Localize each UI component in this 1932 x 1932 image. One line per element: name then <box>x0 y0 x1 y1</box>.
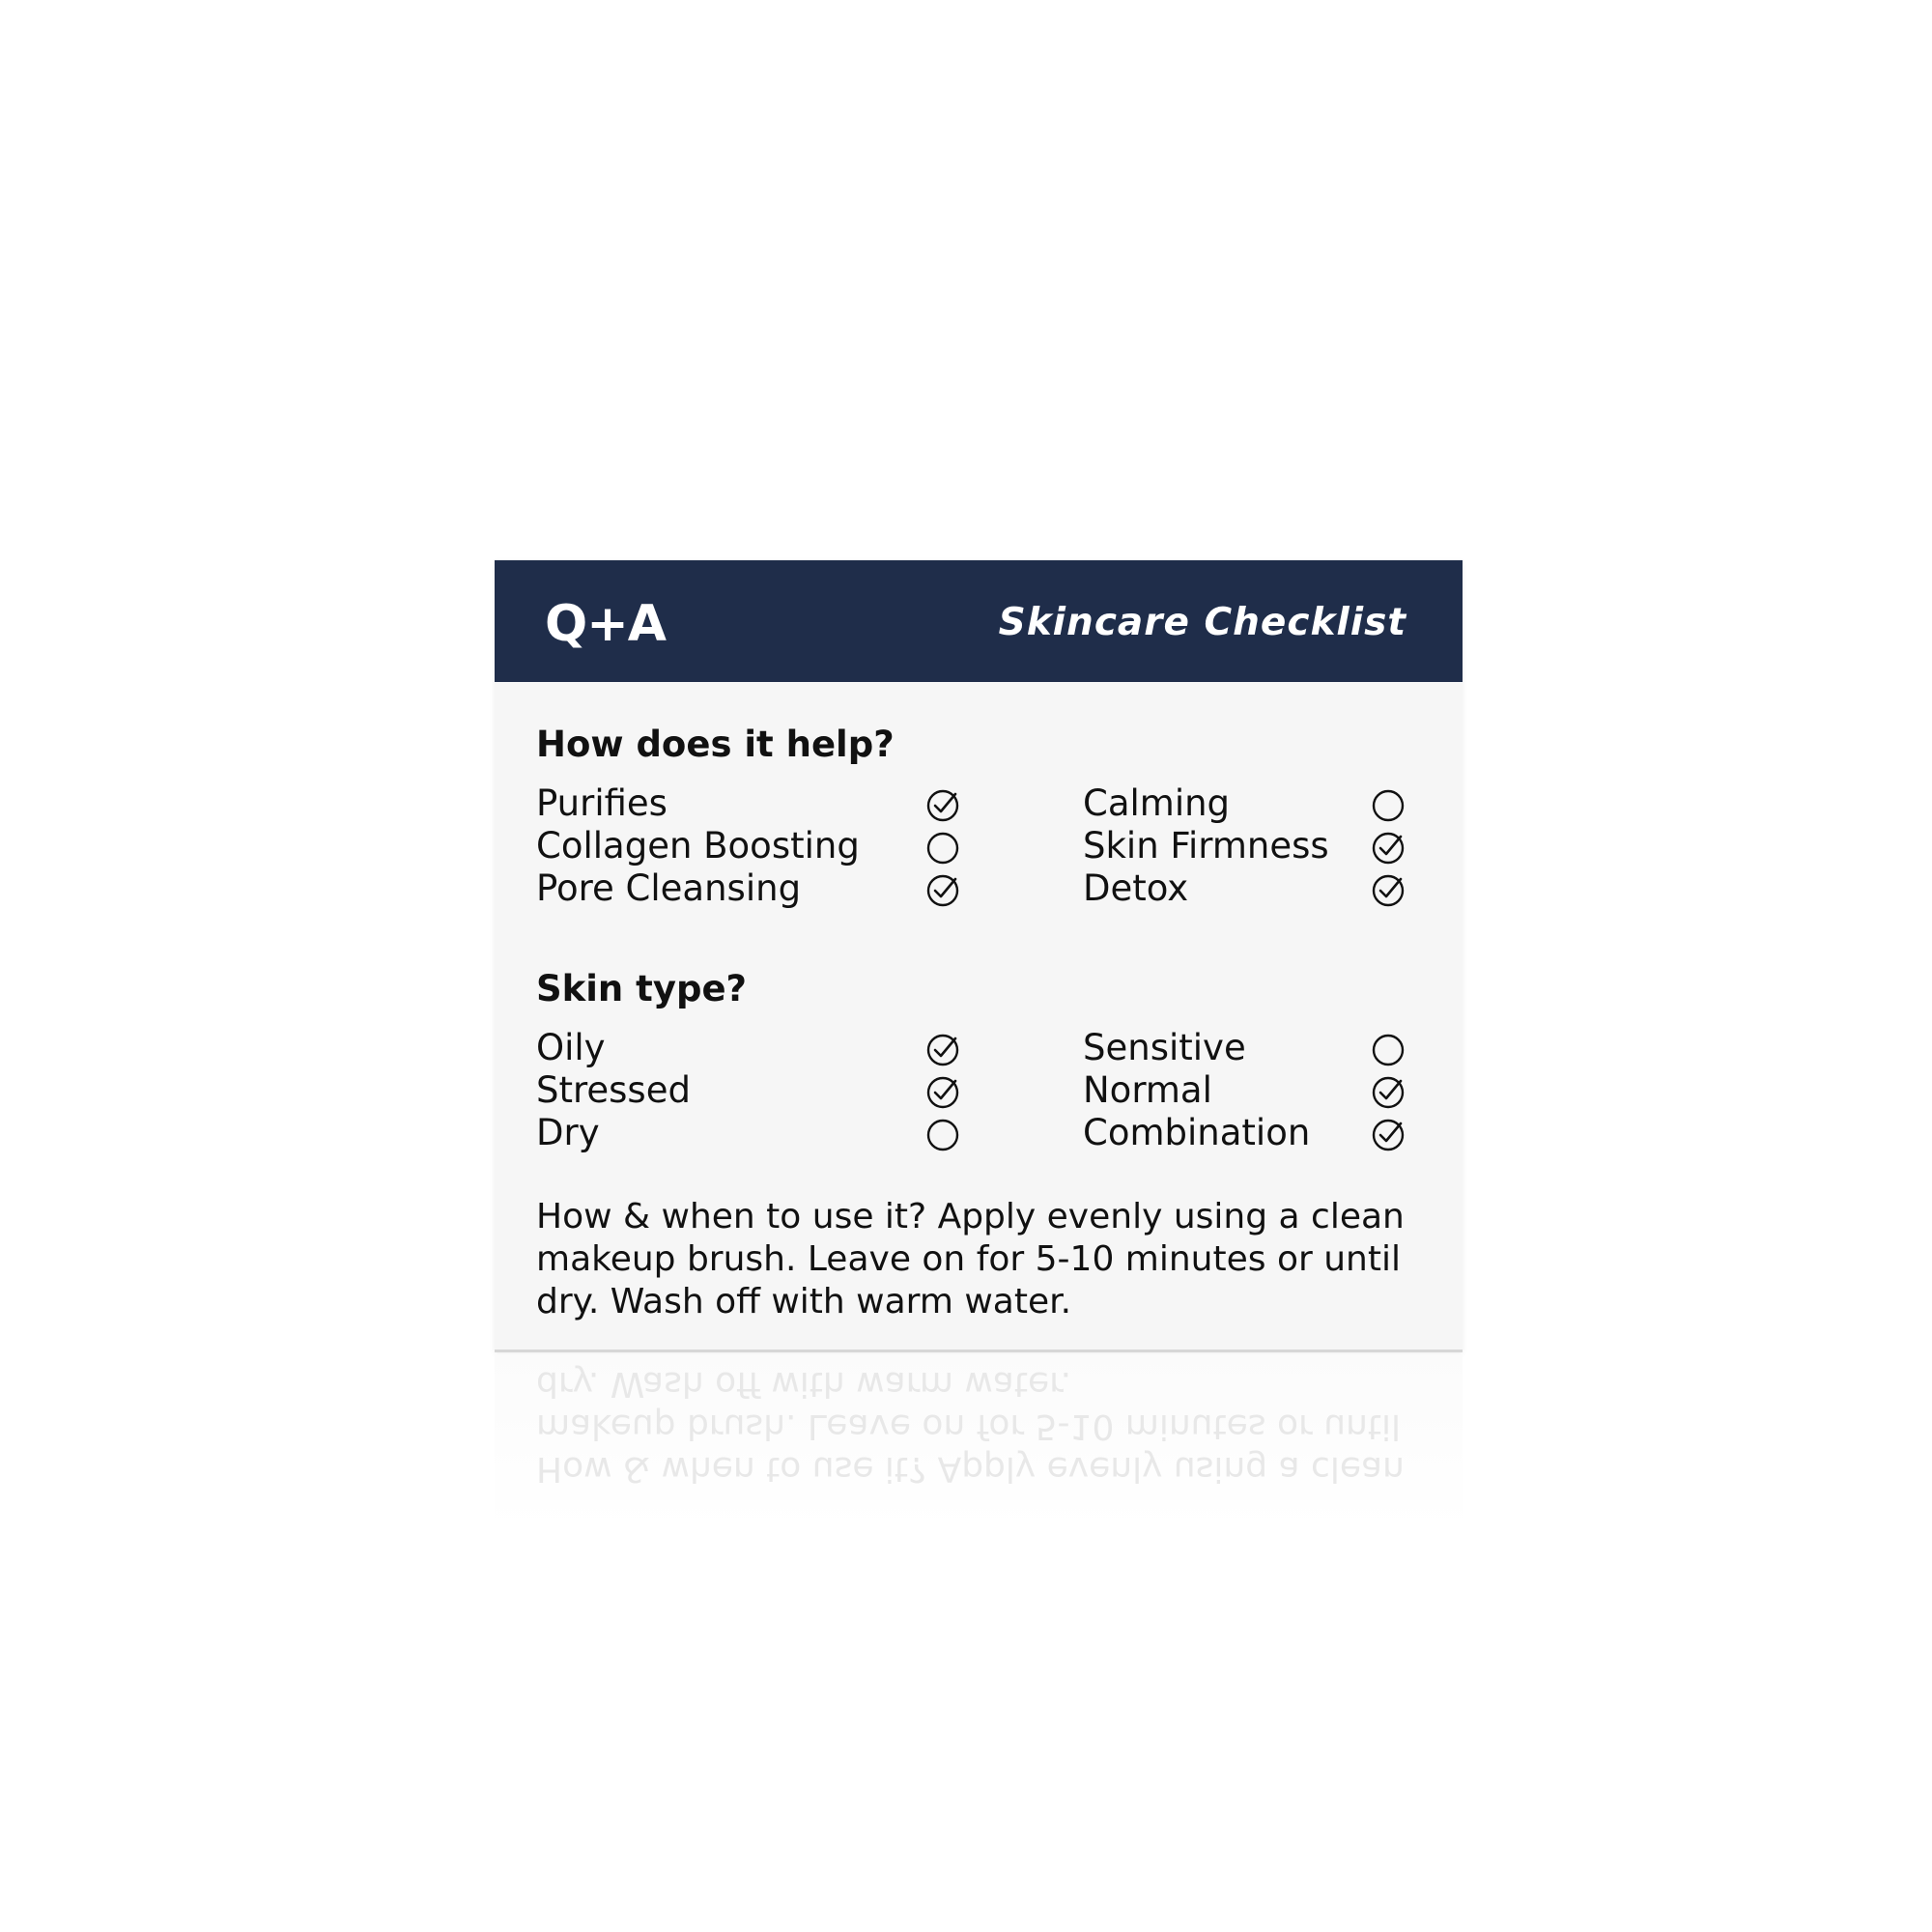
help-item-label: Detox <box>1083 867 1189 909</box>
skin-right-column <box>1083 1027 1431 1154</box>
skin-item-label: Stressed <box>536 1069 691 1111</box>
box-bottom-edge <box>495 1350 1463 1352</box>
box-reflection <box>495 1354 1463 1605</box>
skin-item-label: Combination <box>1083 1112 1311 1153</box>
checked-circle-icon <box>1371 873 1406 908</box>
help-right-row <box>1083 867 1431 910</box>
skin-right-row <box>1083 1112 1431 1154</box>
empty-circle-icon <box>925 831 960 866</box>
empty-circle-icon <box>1371 1033 1406 1067</box>
skin-left-row <box>536 1027 980 1069</box>
skin-right-row <box>1083 1027 1431 1069</box>
checked-circle-icon <box>1371 1075 1406 1110</box>
brand-logo: Q+A <box>545 595 667 653</box>
help-right-column <box>1083 782 1431 910</box>
help-item-label: Collagen Boosting <box>536 825 860 867</box>
skin-item-label: Normal <box>1083 1069 1212 1111</box>
skin-left-row <box>536 1069 980 1112</box>
help-right-row <box>1083 825 1431 867</box>
skin-item-label: Dry <box>536 1112 600 1153</box>
help-item-label: Pore Cleansing <box>536 867 802 909</box>
empty-circle-icon <box>925 1118 960 1152</box>
help-right-row <box>1083 782 1431 825</box>
checked-circle-icon <box>925 788 960 823</box>
checked-circle-icon <box>1371 1118 1406 1152</box>
checked-circle-icon <box>925 1033 960 1067</box>
skin-section-title: Skin type? <box>536 968 748 1009</box>
skin-left-column <box>536 1027 980 1154</box>
help-left-column <box>536 782 980 910</box>
skin-grid <box>536 1027 1435 1157</box>
help-left-row <box>536 825 980 867</box>
checked-circle-icon <box>925 1075 960 1110</box>
help-section-title: How does it help? <box>536 724 895 765</box>
skin-left-row <box>536 1112 980 1154</box>
product-box-panel <box>495 560 1463 1352</box>
header-bar <box>495 560 1463 682</box>
skin-right-row <box>1083 1069 1431 1112</box>
help-item-label: Calming <box>1083 782 1231 824</box>
skin-item-label: Oily <box>536 1027 606 1068</box>
reflected-usage-text: How & when to use it? Apply evenly using a clean makeup brush. Leave on for 5-10 minutes or until dry. Wash off with warm water. <box>536 1364 1405 1489</box>
header-title: Skincare Checklist <box>998 601 1406 644</box>
help-left-row <box>536 782 980 825</box>
help-item-label: Skin Firmness <box>1083 825 1329 867</box>
help-grid <box>536 782 1435 913</box>
skin-item-label: Sensitive <box>1083 1027 1246 1068</box>
usage-instructions: How & when to use it? Apply evenly using a clean makeup brush. Leave on for 5-10 minutes or until dry. Wash off with warm water. <box>536 1197 1405 1321</box>
checklist-content <box>536 724 1435 1358</box>
help-left-row <box>536 867 980 910</box>
empty-circle-icon <box>1371 788 1406 823</box>
help-item-label: Purifies <box>536 782 668 824</box>
checked-circle-icon <box>1371 831 1406 866</box>
checked-circle-icon <box>925 873 960 908</box>
